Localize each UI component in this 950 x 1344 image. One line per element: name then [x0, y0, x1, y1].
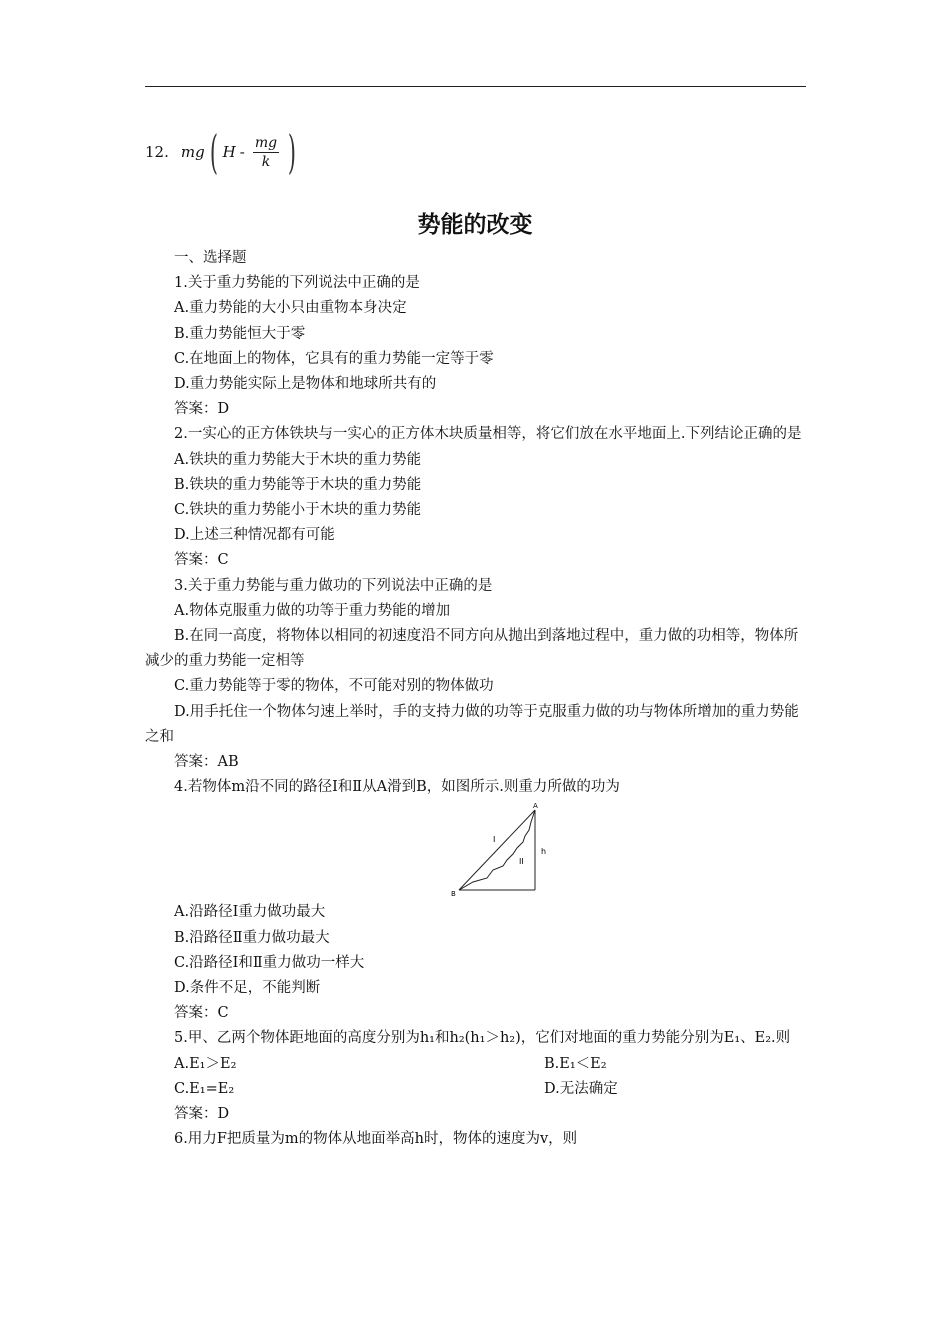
right-paren: ) — [287, 125, 297, 179]
q1-option-d: D.重力势能实际上是物体和地球所共有的 — [174, 376, 437, 393]
q3-stem: 3.关于重力势能与重力做功的下列说法中正确的是 — [174, 577, 493, 594]
label-h: h — [541, 847, 547, 857]
question-list — [145, 246, 806, 1153]
q3-option-d: D.用手托住一个物体匀速上举时，手的支持力做的功等于克服重力做的功与物体所增加的重力势能之和 — [145, 703, 799, 745]
q3-answer: 答案：AB — [174, 754, 239, 771]
q5-options-row-1 — [145, 1052, 806, 1077]
label-a: A — [533, 802, 538, 811]
q5-stem: 5.甲、乙两个物体距地面的高度分别为h₁和h₂(h₁＞h₂)，它们对地面的重力势能分别为E₁、E₂.则 — [174, 1030, 791, 1047]
path-diagram — [451, 802, 551, 898]
q4-answer: 答案：C — [174, 1005, 229, 1022]
header-rule — [145, 86, 806, 87]
formula-number: 12. — [145, 143, 169, 161]
q3-option-b: B.在同一高度，将物体以相同的初速度沿不同方向从抛出到落地过程中，重力做的功相等，物体所减少的重力势能一定相等 — [145, 628, 799, 670]
formula-h: H — [222, 143, 236, 161]
previous-answer-formula — [145, 125, 301, 179]
q1-answer: 答案：D — [174, 401, 230, 418]
left-paren: ( — [209, 125, 218, 179]
q2-option-d: D.上述三种情况都有可能 — [174, 527, 335, 544]
q5-option-c: C.E₁=E₂ — [174, 1080, 235, 1097]
q4-option-c: C.沿路径Ⅰ和Ⅱ重力做功一样大 — [174, 954, 365, 971]
q2-option-b: B.铁块的重力势能等于木块的重力势能 — [174, 476, 422, 493]
section-heading: 一、选择题 — [174, 250, 247, 266]
path-line-i — [459, 810, 535, 890]
q2-stem: 2.一实心的正方体铁块与一实心的正方体木块质量相等，将它们放在水平地面上.下列结论正确的是 — [174, 426, 802, 443]
page-title: 势能的改变 — [417, 212, 533, 238]
q5-option-a: A.E₁＞E₂ — [174, 1055, 237, 1072]
q6-stem: 6.用力F把质量为m的物体从地面举高h时，物体的速度为v，则 — [174, 1131, 578, 1148]
q1-option-c: C.在地面上的物体，它具有的重力势能一定等于零 — [174, 350, 494, 367]
q2-option-a: A.铁块的重力势能大于木块的重力势能 — [174, 451, 422, 468]
fraction — [253, 135, 279, 170]
fraction-denominator: k — [261, 153, 271, 170]
q1-option-b: B.重力势能恒大于零 — [174, 325, 306, 342]
q3-option-c: C.重力势能等于零的物体，不可能对别的物体做功 — [174, 678, 494, 695]
q2-option-c: C.铁块的重力势能小于木块的重力势能 — [174, 502, 422, 519]
q4-stem: 4.若物体m沿不同的路径Ⅰ和Ⅱ从A滑到B，如图所示.则重力所做的功为 — [174, 779, 620, 796]
q1-stem: 1.关于重力势能的下列说法中正确的是 — [174, 275, 420, 292]
formula-mg: mg — [180, 143, 205, 161]
label-path-i: I — [493, 835, 496, 845]
q4-option-a: A.沿路径Ⅰ重力做功最大 — [174, 904, 326, 921]
q5-options-row-2 — [145, 1077, 806, 1102]
formula-minus: - — [239, 143, 245, 161]
q1-option-a: A.重力势能的大小只由重物本身决定 — [174, 300, 407, 317]
q5-answer: 答案：D — [174, 1106, 230, 1123]
q4-option-b: B.沿路径Ⅱ重力做功最大 — [174, 929, 330, 946]
fraction-numerator: mg — [254, 134, 278, 151]
q5-option-b: B.E₁＜E₂ — [544, 1055, 607, 1072]
q4-option-d: D.条件不足，不能判断 — [174, 980, 321, 997]
q3-option-a: A.物体克服重力做的功等于重力势能的增加 — [174, 602, 451, 619]
label-b: B — [451, 890, 456, 899]
label-path-ii: II — [519, 857, 524, 867]
q5-option-d: D.无法确定 — [544, 1080, 618, 1097]
q2-answer: 答案：C — [174, 552, 229, 569]
